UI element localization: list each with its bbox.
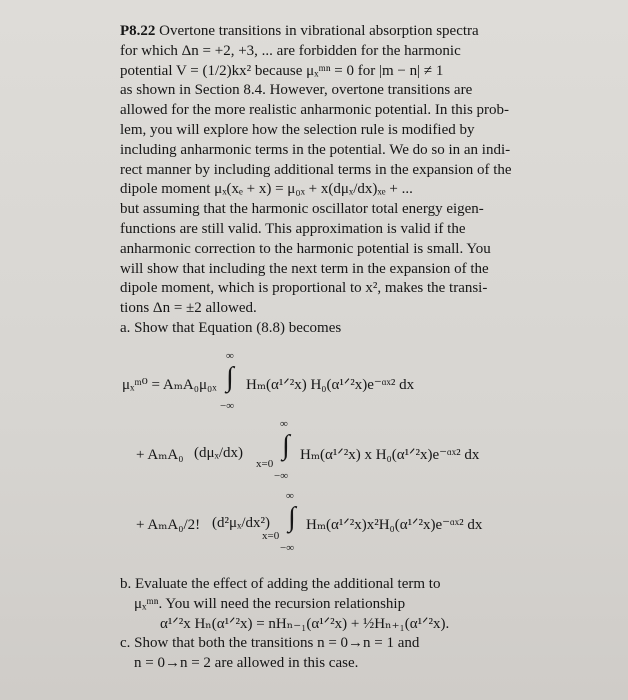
eq3-derivative: (d²μₓ/dx²)	[212, 515, 271, 531]
problem-line-8: rect manner by including additional terms in the expansion of the	[120, 161, 512, 178]
eq3-integrand: Hₘ(α¹ᐟ²x)x²H₀(α¹ᐟ²x)e⁻ᵅˣ² dx	[306, 517, 483, 533]
eq3-lhs: + AₘA₀/2!	[136, 517, 201, 533]
problem-line-11: functions are still valid. This approximation is valid if the	[120, 220, 466, 237]
part-b-line-1: b. Evaluate the effect of adding the additional term to	[120, 576, 441, 592]
part-a-heading: a. Show that Equation (8.8) becomes	[120, 319, 342, 336]
part-c-line-1: c. Show that both the transitions n = 0→n = 1 and	[120, 635, 420, 652]
problem-line-5: allowed for the more realistic anharmonic potential. In this prob-	[120, 102, 510, 119]
problem-line-2: for which Δn = +2, +3, ... are forbidden for the harmonic	[120, 42, 461, 59]
eq2-upper-limit: ∞	[280, 418, 288, 430]
eq2-integral-sign: ∫	[282, 430, 290, 461]
part-c-line-2: n = 0→n = 2 are allowed in this case.	[134, 655, 359, 672]
eq1-lhs: μₓᵐ⁰ = AₘA₀μ₀ₓ	[122, 377, 217, 393]
problem-text	[120, 22, 560, 339]
eq3-upper-limit: ∞	[286, 490, 294, 502]
eq2-subscript: x=0	[256, 458, 274, 470]
problem-line-3: potential V = (1/2)kx² because μₓᵐⁿ = 0 for |m − n| ≠ 1	[120, 62, 444, 79]
eq3-subscript: x=0	[262, 530, 280, 542]
problem-line-13: will show that including the next term in the expansion of the	[120, 260, 489, 277]
problem-line-1: Overtone transitions in vibrational absorption spectra	[159, 23, 479, 39]
eq3-integral-sign: ∫	[288, 502, 296, 533]
problem-first-line	[120, 22, 560, 42]
eq2-lower-limit: −∞	[274, 470, 289, 482]
problem-line-10: but assuming that the harmonic oscillator total energy eigen-	[120, 201, 484, 218]
eq2-derivative: (dμₓ/dx)	[194, 445, 244, 461]
eq2-integrand: Hₘ(α¹ᐟ²x) x H₀(α¹ᐟ²x)e⁻ᵅˣ² dx	[300, 447, 480, 463]
problem-number: P8.22	[120, 23, 156, 39]
problem-line-15: tions Δn = ±2 allowed.	[120, 300, 257, 317]
eq1-upper-limit: ∞	[226, 350, 234, 362]
problem-line-14: dipole moment, which is proportional to x², makes the transi-	[120, 280, 488, 297]
eq1-integral-sign: ∫	[226, 362, 234, 393]
eq1-lower-limit: −∞	[220, 400, 235, 412]
part-b-line-2: μₓᵐⁿ. You will need the recursion relationship	[134, 595, 406, 612]
problem-line-4: as shown in Section 8.4. However, overtone transitions are	[120, 82, 473, 99]
eq3-lower-limit: −∞	[280, 542, 295, 554]
eq2-lhs: + AₘA₀	[136, 447, 184, 463]
problem-line-7: including anharmonic terms in the potential. We do so in an indi-	[120, 141, 511, 158]
eq1-integrand: Hₘ(α¹ᐟ²x) H₀(α¹ᐟ²x)e⁻ᵅˣ² dx	[246, 377, 415, 393]
problem-line-12: anharmonic correction to the harmonic potential is small. You	[120, 240, 491, 257]
problem-line-9: dipole moment μₓ(xₑ + x) = μ₀ₓ + x(dμₓ/dx)ₓₑ + ...	[120, 181, 413, 198]
part-b-recursion: α¹ᐟ²x Hₙ(α¹ᐟ²x) = nHₙ₋₁(α¹ᐟ²x) + ½Hₙ₊₁(α¹ᐟ²x).	[160, 615, 450, 632]
problem-line-6: lem, you will explore how the selection rule is modified by	[120, 121, 475, 138]
parts-b-c	[120, 575, 560, 674]
